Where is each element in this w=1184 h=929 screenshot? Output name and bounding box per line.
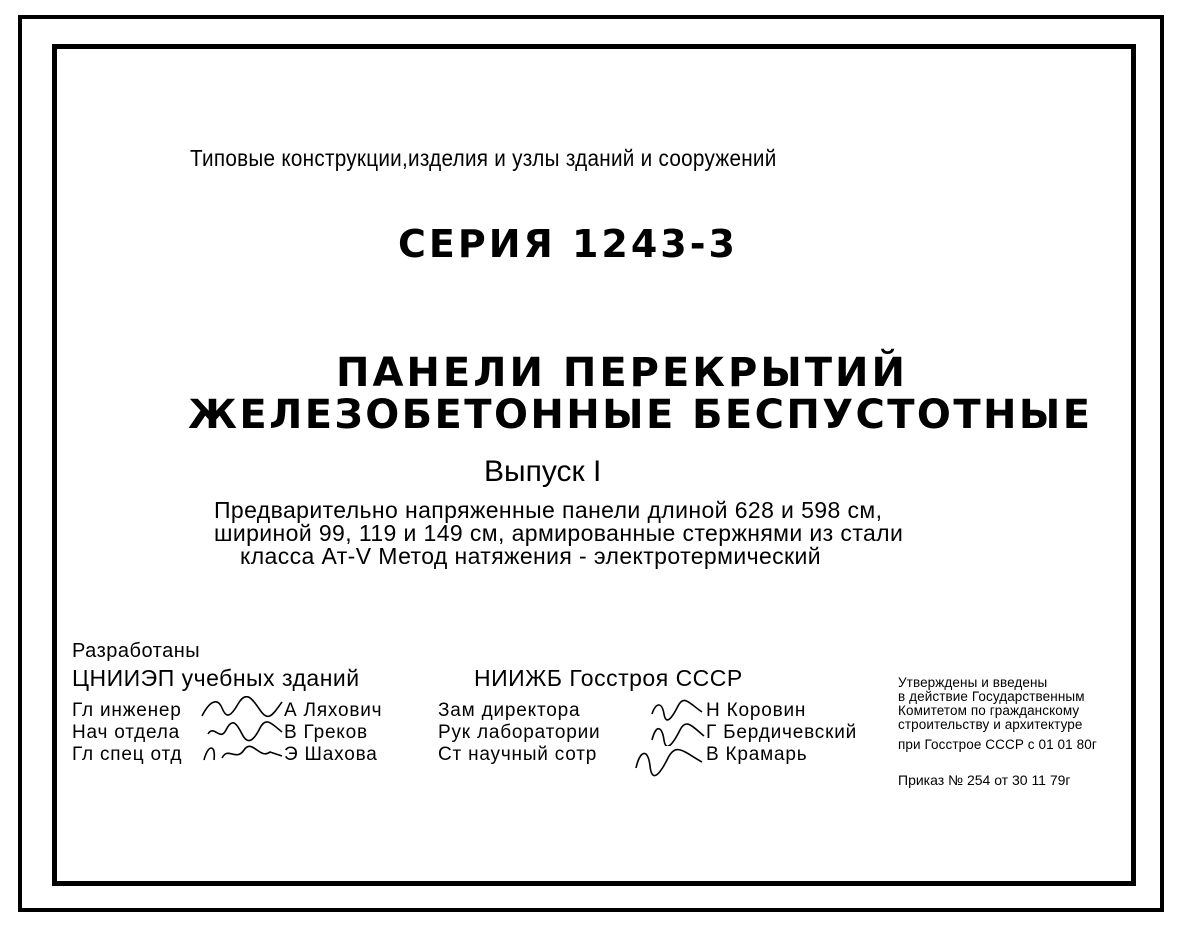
inst-name-2: Г Бердичевский xyxy=(706,722,858,743)
inst-name-1: Н Коровин xyxy=(706,700,807,721)
signature-6 xyxy=(634,744,704,778)
dev-name-1: А Ляхович xyxy=(284,700,383,721)
approval-line-5: при Госстрое СССР с 01 01 80г xyxy=(898,737,1097,752)
signature-4 xyxy=(650,698,704,722)
signature-2 xyxy=(206,720,284,744)
inst-name-3: В Крамарь xyxy=(706,744,808,765)
approval-order: Приказ № 254 от 30 11 79г xyxy=(898,772,1071,788)
issue-label: Выпуск I xyxy=(484,455,602,488)
dev-name-2: В Греков xyxy=(284,722,368,743)
developers-org: ЦНИИЭП учебных зданий xyxy=(72,665,360,691)
title-line-2: ЖЕЛЕЗОБЕТОННЫЕ БЕСПУСТОТНЫЕ xyxy=(188,392,1093,438)
approval-line-2: в действие Государственным xyxy=(898,689,1085,704)
inst-role-3: Ст научный сотр xyxy=(438,744,598,765)
signature-5 xyxy=(650,722,706,746)
issue-description-3: класса Ат-V Метод натяжения - электротермический xyxy=(240,543,822,569)
signature-1 xyxy=(200,696,284,722)
issue-description-2: шириной 99, 119 и 149 см, армированные стержнями из стали xyxy=(214,520,904,546)
dev-name-3: Э Шахова xyxy=(284,744,378,765)
approval-line-1: Утверждены и введены xyxy=(898,675,1048,690)
developers-label: Разработаны xyxy=(72,640,201,662)
issue-description-1: Предварительно напряженные панели длиной 628 и 598 см, xyxy=(214,497,883,523)
inst-role-2: Рук лаборатории xyxy=(438,722,601,743)
approval-line-4: строительству и архитектуре xyxy=(898,717,1083,732)
signature-3 xyxy=(200,742,284,766)
approval-line-3: Комитетом по гражданскому xyxy=(898,703,1080,718)
dev-role-1: Гл инженер xyxy=(72,700,182,721)
header-subtitle: Типовые конструкции,изделия и узлы зданий и сооружений xyxy=(190,145,777,171)
institute-org: НИИЖБ Госстроя СССР xyxy=(474,665,743,691)
series-number: СЕРИЯ 1243-3 xyxy=(398,222,738,266)
title-line-1: ПАНЕЛИ ПЕРЕКРЫТИЙ xyxy=(336,350,908,396)
dev-role-2: Нач отдела xyxy=(72,722,180,743)
inst-role-1: Зам директора xyxy=(438,700,581,721)
dev-role-3: Гл спец отд xyxy=(72,744,183,765)
